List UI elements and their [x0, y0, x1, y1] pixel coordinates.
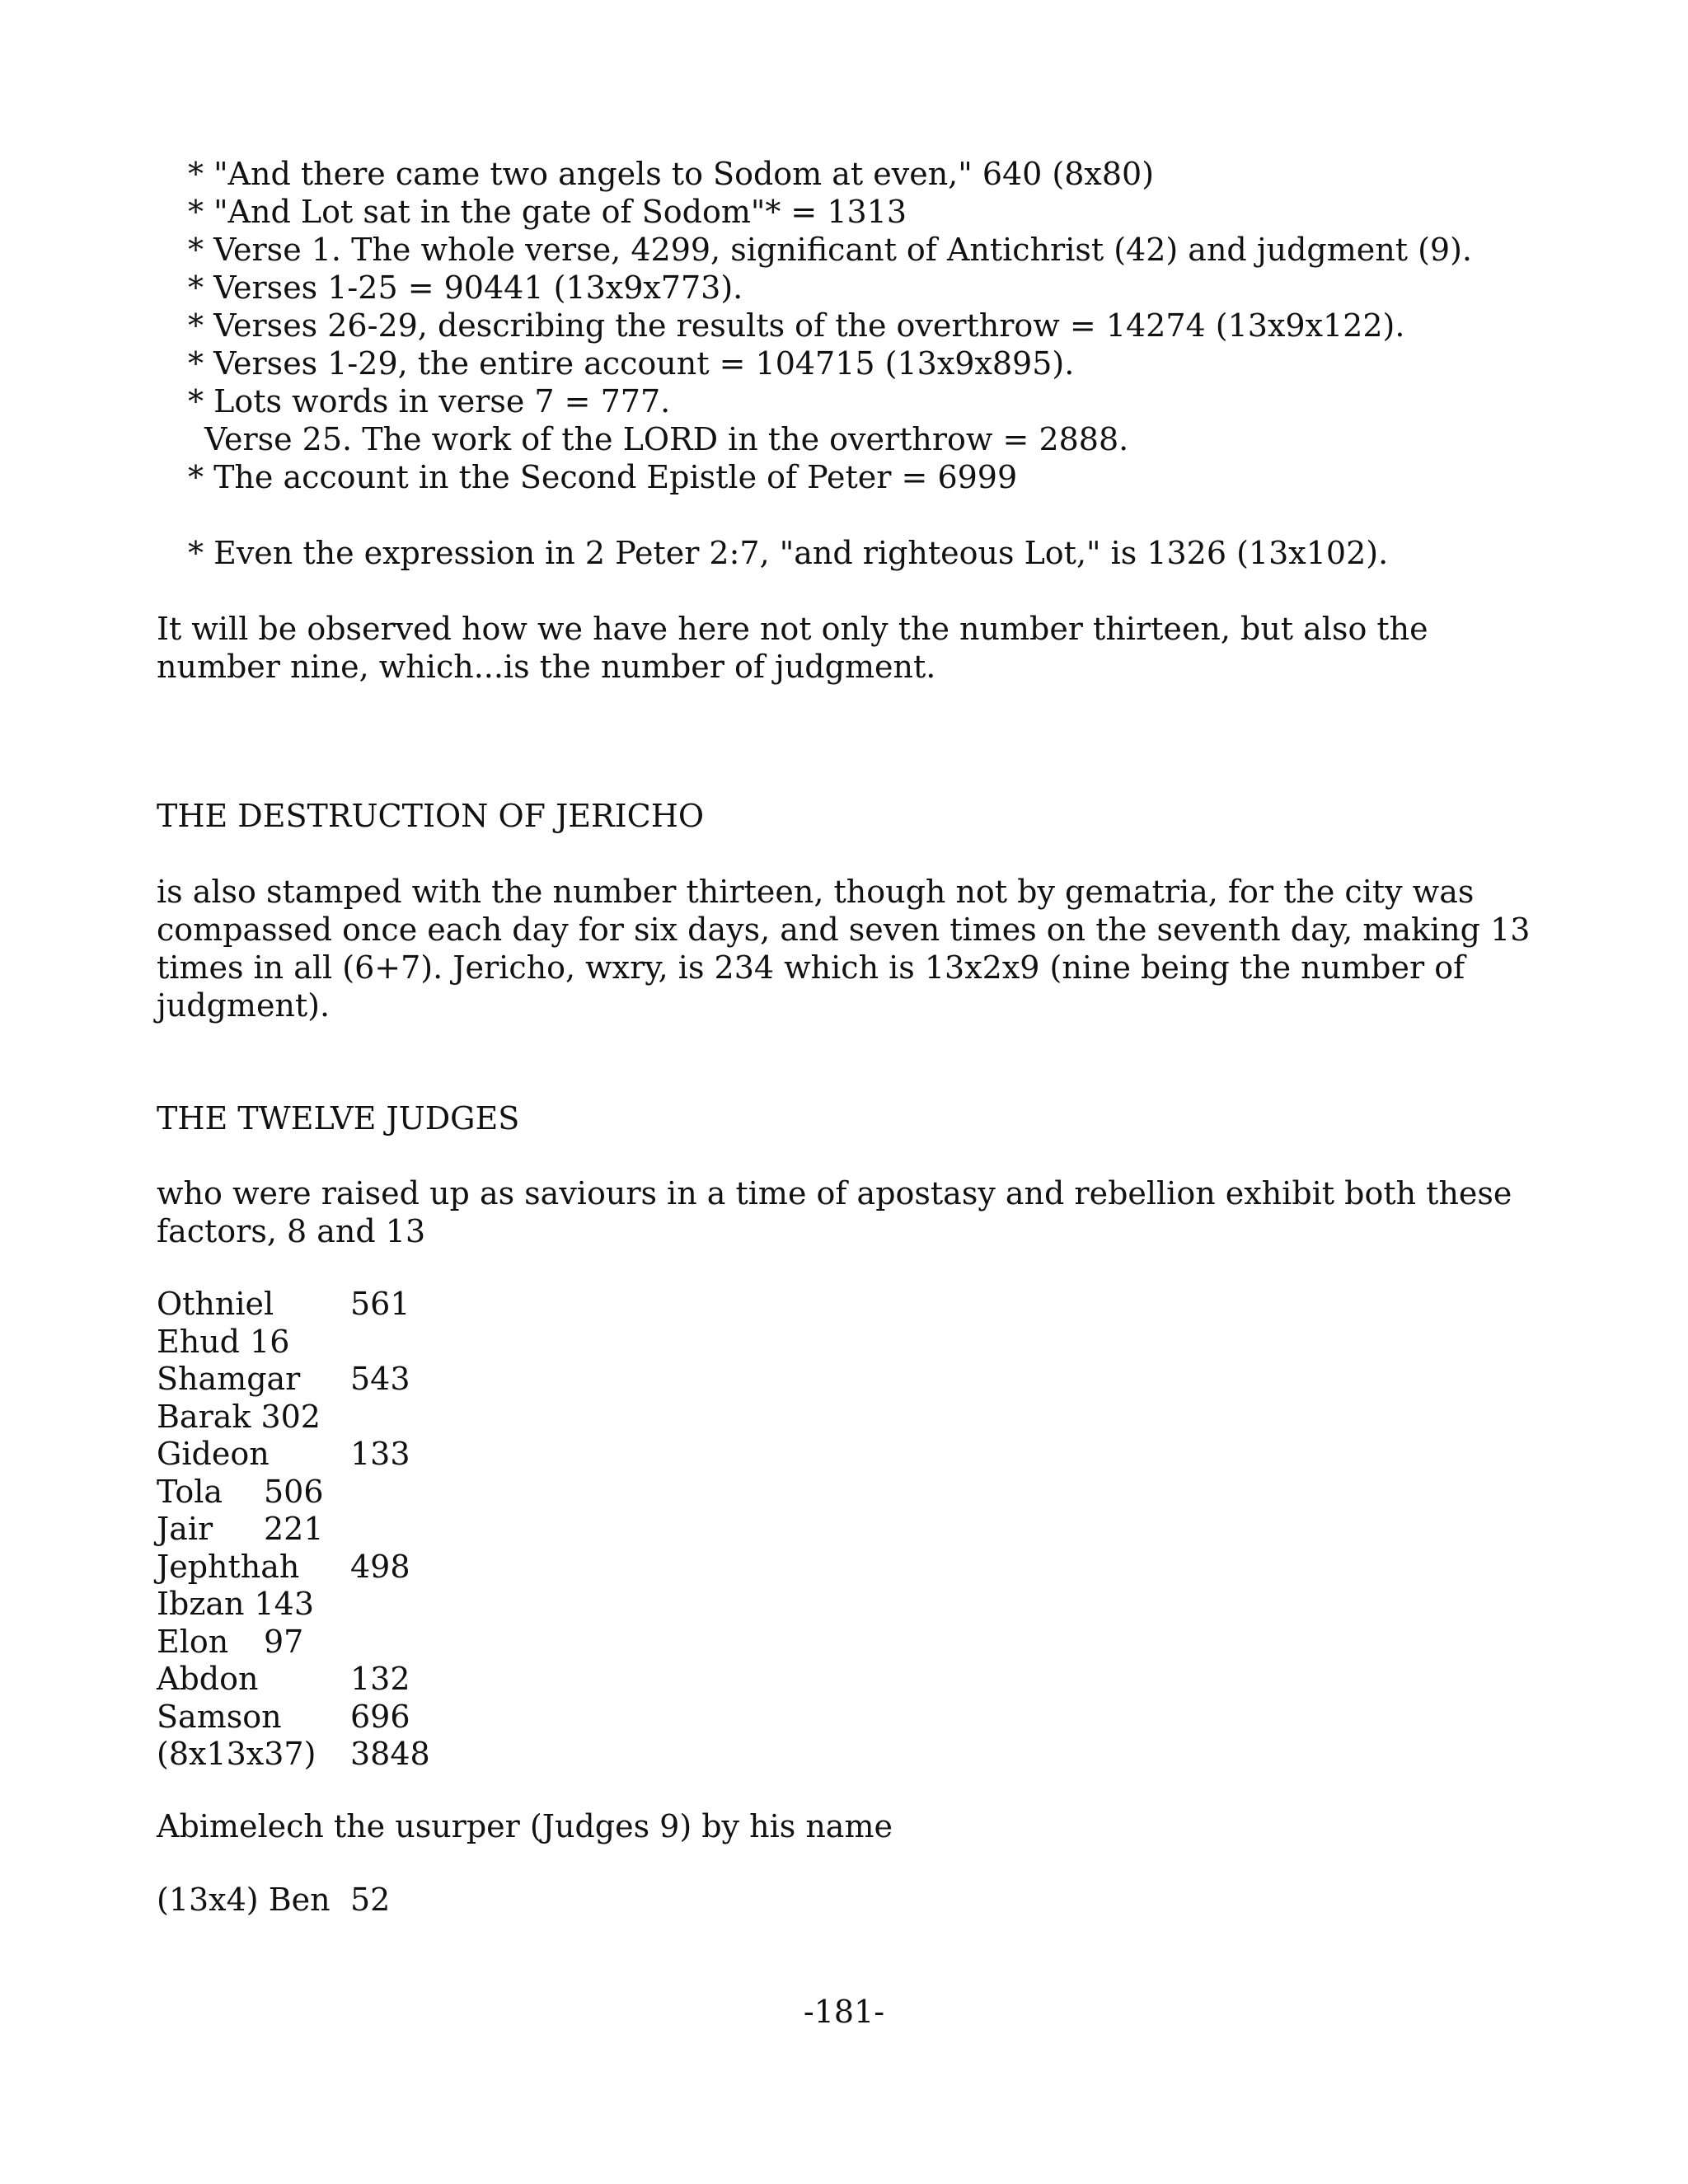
judge-value: 133	[350, 1436, 410, 1472]
table-row	[157, 1586, 430, 1624]
judge-name: Ehud	[157, 1323, 241, 1360]
judge-value: 543	[350, 1361, 410, 1397]
abimelech-name: (13x4) Ben	[157, 1882, 331, 1918]
bullet-line: * "And Lot sat in the gate of Sodom"* = 1313	[188, 194, 907, 230]
judge-value: 506	[264, 1473, 324, 1510]
judge-name: Ibzan	[157, 1586, 245, 1622]
judge-value: 221	[264, 1511, 324, 1547]
bullet-line: * Verses 1-25 = 90441 (13x9x773).	[188, 269, 743, 306]
judge-name: Shamgar	[157, 1361, 301, 1397]
judge-value: 132	[350, 1661, 410, 1697]
abimelech-value: 52	[350, 1882, 391, 1918]
judge-value: 696	[350, 1698, 410, 1735]
table-row	[157, 1474, 430, 1511]
abimelech-line: Abimelech the usurper (Judges 9) by his name	[157, 1808, 893, 1844]
judge-name: (8x13x37)	[157, 1736, 316, 1772]
judge-name: Othniel	[157, 1286, 274, 1322]
bullet-line: * Verses 1-29, the entire account = 104715 (13x9x895).	[188, 345, 1075, 382]
jericho-heading: THE DESTRUCTION OF JERICHO	[157, 798, 704, 834]
judge-value: 561	[350, 1286, 410, 1322]
table-row	[157, 1324, 430, 1361]
judge-value: 97	[264, 1623, 304, 1660]
judge-value: 3848	[350, 1736, 430, 1772]
judge-name: Abdon	[157, 1661, 259, 1697]
table-row	[157, 1661, 430, 1699]
judge-name: Barak	[157, 1398, 251, 1435]
observation-paragraph: It will be observed how we have here not only the number thirteen, but also the number nine, which...is the number of judgment.	[157, 611, 1428, 685]
bullet-line: * Lots words in verse 7 = 777.	[188, 383, 671, 419]
bullet-line: * "And there came two angels to Sodom at even," 640 (8x80)	[188, 156, 1155, 192]
judges-heading: THE TWELVE JUDGES	[157, 1100, 520, 1137]
page-number: -181-	[803, 1994, 885, 2030]
table-row	[157, 1549, 430, 1586]
table-row	[157, 1882, 390, 1919]
table-row	[157, 1436, 430, 1474]
table-row	[157, 1511, 430, 1549]
table-row	[157, 1361, 430, 1399]
table-row	[157, 1399, 430, 1436]
table-row	[157, 1624, 430, 1661]
abimelech-table	[157, 1882, 390, 1919]
judge-name: Gideon	[157, 1436, 270, 1472]
judge-value: 16	[250, 1323, 290, 1360]
bullet-line: Verse 25. The work of the LORD in the overthrow = 2888.	[204, 421, 1129, 457]
judges-table	[157, 1286, 430, 1774]
judge-name: Elon	[157, 1623, 229, 1660]
judge-name: Jephthah	[157, 1548, 300, 1585]
table-row	[157, 1286, 430, 1324]
judge-name: Samson	[157, 1698, 282, 1735]
judges-intro: who were raised up as saviours in a time of apostasy and rebellion exhibit both these factors, 8 and 13	[157, 1175, 1512, 1249]
judge-value: 498	[350, 1548, 410, 1585]
bullet-line: * The account in the Second Epistle of Peter = 6999	[188, 459, 1018, 495]
jericho-paragraph: is also stamped with the number thirteen, though not by gematria, for the city was compassed once each day for six days, and seven times on the seventh day, making 13 times in all (6+7). Jericho, wxry, is 234 which is 13x2x9 (nine being the number of judgment).	[157, 874, 1531, 1024]
peter-note: * Even the expression in 2 Peter 2:7, "and righteous Lot," is 1326 (13x102).	[188, 535, 1389, 571]
judge-name: Jair	[157, 1511, 213, 1547]
verse-bullet-list	[157, 155, 1558, 572]
table-row	[157, 1699, 430, 1736]
judge-name: Tola	[157, 1473, 223, 1510]
table-row	[157, 1736, 430, 1774]
bullet-line: * Verses 26-29, describing the results of the overthrow = 14274 (13x9x122).	[188, 307, 1405, 344]
bullet-line: * Verse 1. The whole verse, 4299, significant of Antichrist (42) and judgment (9).	[188, 232, 1472, 268]
judge-value: 302	[260, 1398, 321, 1435]
judge-value: 143	[254, 1586, 315, 1622]
